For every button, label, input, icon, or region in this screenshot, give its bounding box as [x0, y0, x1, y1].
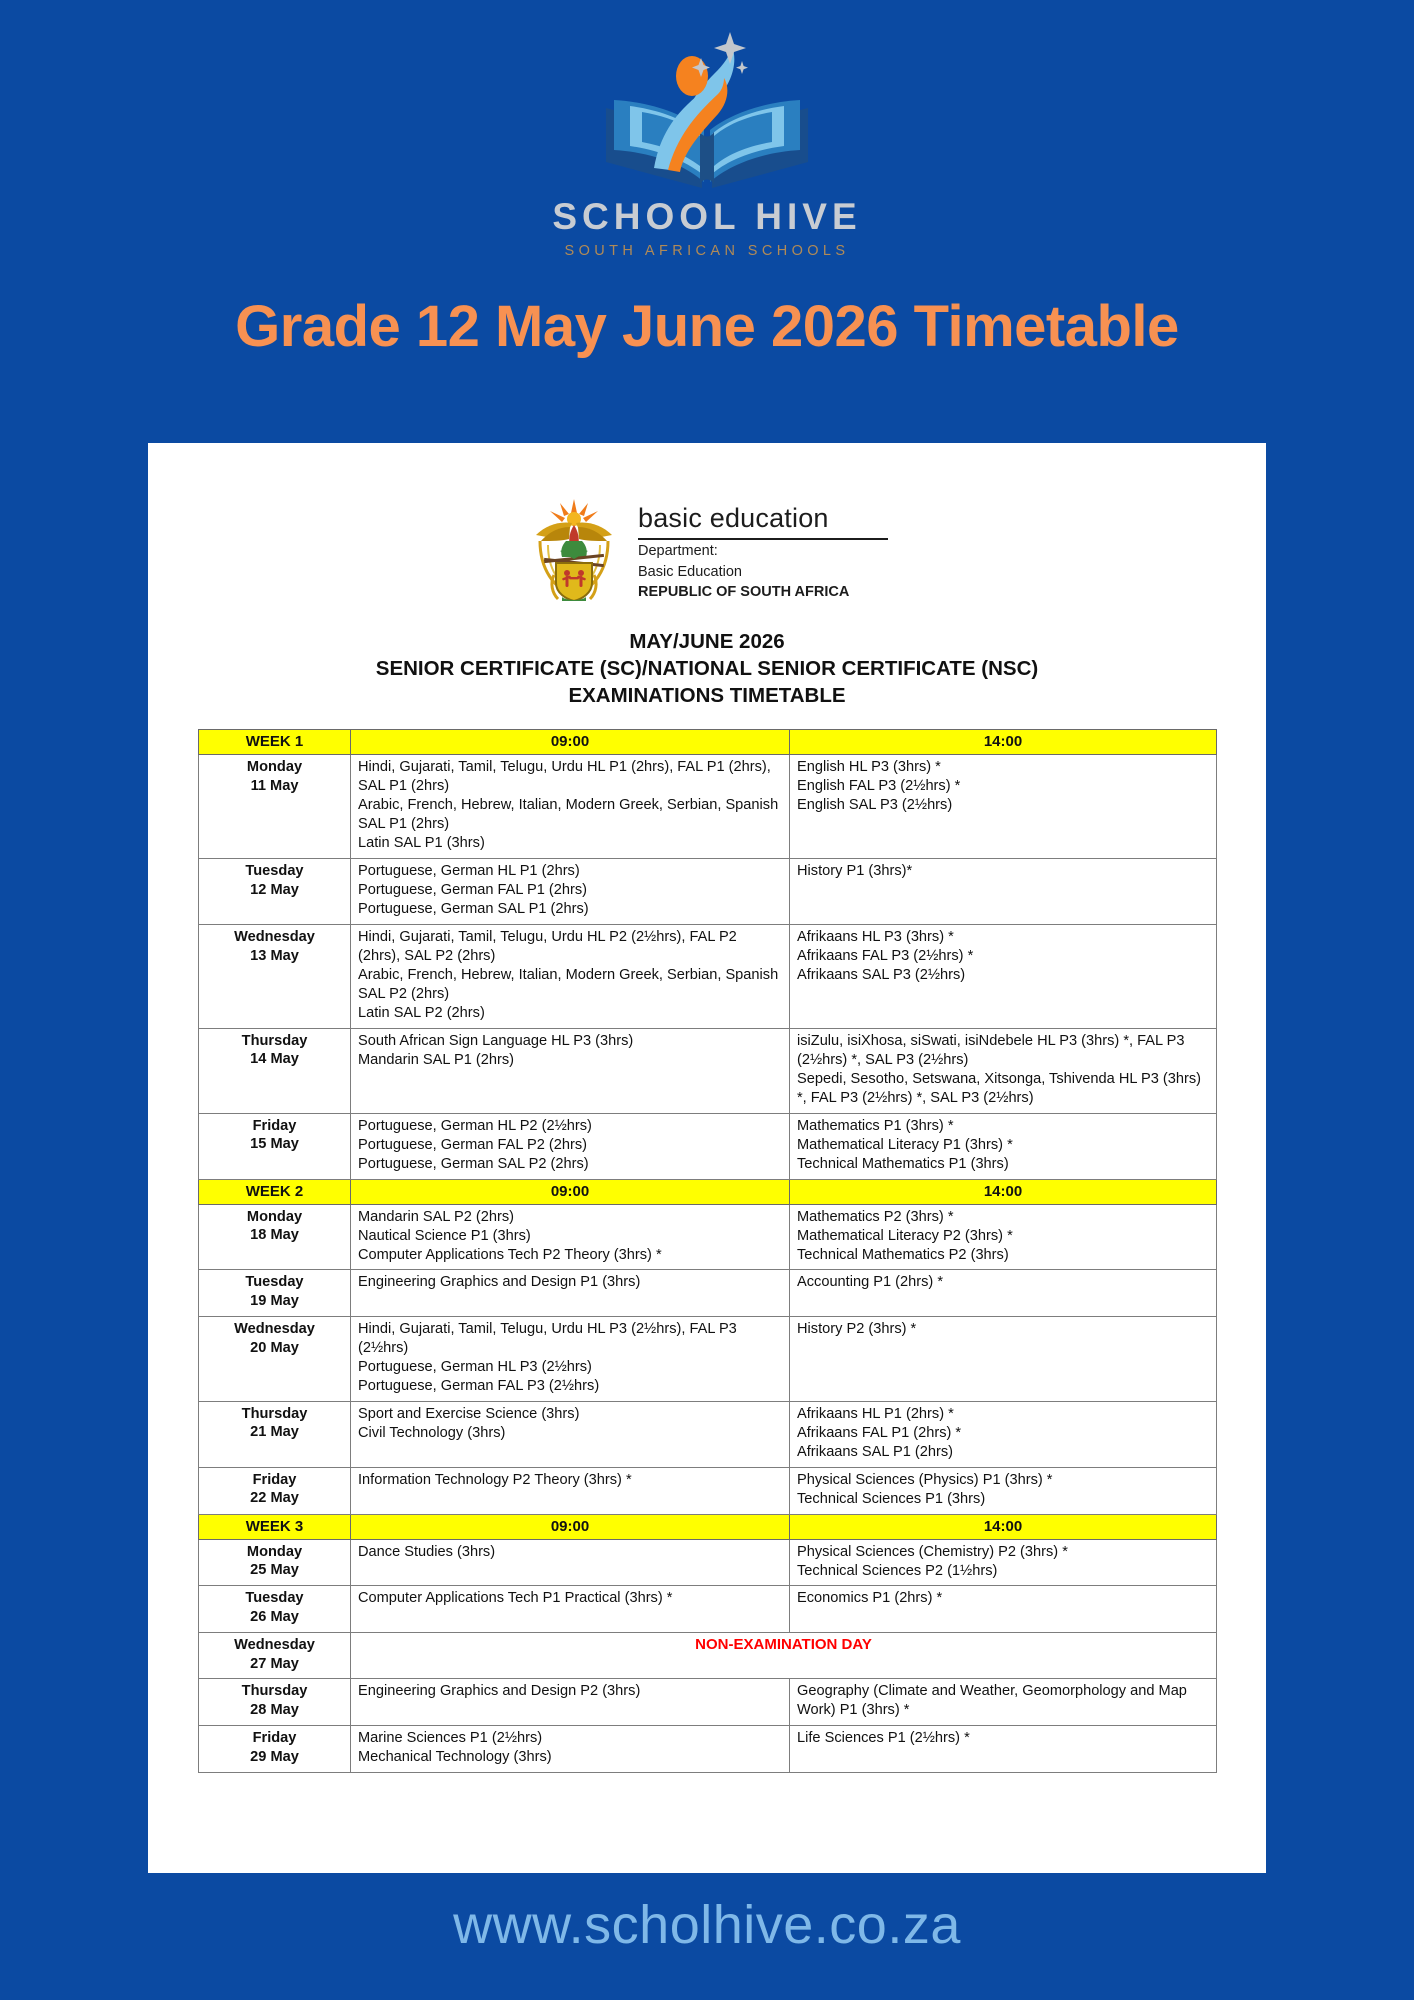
- day-cell: Friday 15 May: [199, 1113, 351, 1179]
- morning-session-cell: Portuguese, German HL P1 (2hrs) Portuguese, German FAL P1 (2hrs) Portuguese, German SAL P1 (2hrs): [351, 859, 790, 925]
- week-header-row: [199, 730, 1217, 755]
- morning-session-cell: Engineering Graphics and Design P2 (3hrs): [351, 1679, 790, 1726]
- morning-session-cell: Portuguese, German HL P2 (2½hrs) Portuguese, German FAL P2 (2hrs) Portuguese, German SAL P2 (2hrs): [351, 1113, 790, 1179]
- day-cell: Friday 29 May: [199, 1726, 351, 1773]
- brand-header: [0, 0, 1414, 259]
- table-row: [199, 1401, 1217, 1467]
- week-label: WEEK 3: [199, 1514, 351, 1539]
- page-title: Grade 12 May June 2026 Timetable: [235, 293, 1179, 359]
- afternoon-session-cell: Physical Sciences (Physics) P1 (3hrs) * Technical Sciences P1 (3hrs): [790, 1467, 1217, 1514]
- day-cell: Monday 25 May: [199, 1539, 351, 1586]
- table-row: [199, 1679, 1217, 1726]
- morning-session-cell: Hindi, Gujarati, Tamil, Telugu, Urdu HL P2 (2½hrs), FAL P2 (2hrs), SAL P2 (2hrs) Arabic, French, Hebrew, Italian, Modern Greek, Serbian, Spanish SAL P2 (2hrs) Latin SAL P2 (2hrs): [351, 924, 790, 1028]
- morning-session-cell: Sport and Exercise Science (3hrs) Civil Technology (3hrs): [351, 1401, 790, 1467]
- week-label: WEEK 1: [199, 730, 351, 755]
- south-africa-coat-of-arms-icon: [526, 497, 622, 601]
- morning-session-cell: Hindi, Gujarati, Tamil, Telugu, Urdu HL P1 (2hrs), FAL P1 (2hrs), SAL P1 (2hrs) Arabic, French, Hebrew, Italian, Modern Greek, Serbian, Spanish SAL P1 (2hrs) Latin SAL P1 (3hrs): [351, 755, 790, 859]
- morning-session-cell: Marine Sciences P1 (2½hrs) Mechanical Technology (3hrs): [351, 1726, 790, 1773]
- week-label: WEEK 2: [199, 1179, 351, 1204]
- department-text-block: [638, 497, 888, 602]
- afternoon-session-cell: Afrikaans HL P1 (2hrs) * Afrikaans FAL P1 (2hrs) * Afrikaans SAL P1 (2hrs): [790, 1401, 1217, 1467]
- timetable-wrapper: [198, 729, 1216, 1773]
- week-header-row: [199, 1514, 1217, 1539]
- morning-session-cell: Computer Applications Tech P1 Practical (3hrs) *: [351, 1586, 790, 1632]
- day-cell: Tuesday 26 May: [199, 1586, 351, 1632]
- table-row: [199, 1632, 1217, 1678]
- table-row: [199, 1113, 1217, 1179]
- afternoon-session-cell: Mathematics P1 (3hrs) * Mathematical Literacy P1 (3hrs) * Technical Mathematics P1 (3hrs): [790, 1113, 1217, 1179]
- session-header-afternoon: 14:00: [790, 1179, 1217, 1204]
- table-row: [199, 755, 1217, 859]
- session-header-morning: 09:00: [351, 1179, 790, 1204]
- morning-session-cell: South African Sign Language HL P3 (3hrs) Mandarin SAL P1 (2hrs): [351, 1028, 790, 1113]
- afternoon-session-cell: Accounting P1 (2hrs) *: [790, 1270, 1217, 1316]
- afternoon-session-cell: isiZulu, isiXhosa, siSwati, isiNdebele HL P3 (3hrs) *, FAL P3 (2½hrs) *, SAL P3 (2½hrs) Sepedi, Sesotho, Setswana, Xitsonga, Tshivenda HL P3 (3hrs) *, FAL P3 (2½hrs) *, SAL P3 (2½hrs): [790, 1028, 1217, 1113]
- afternoon-session-cell: Mathematics P2 (3hrs) * Mathematical Literacy P2 (3hrs) * Technical Mathematics P2 (3hrs): [790, 1204, 1217, 1270]
- session-header-morning: 09:00: [351, 1514, 790, 1539]
- website-url[interactable]: www.scholhive.co.za: [453, 1895, 961, 1955]
- day-cell: Thursday 28 May: [199, 1679, 351, 1726]
- timetable-document-card: [148, 443, 1266, 1873]
- table-row: [199, 1586, 1217, 1632]
- morning-session-cell: Mandarin SAL P2 (2hrs) Nautical Science P1 (3hrs) Computer Applications Tech P2 Theory (3hrs) *: [351, 1204, 790, 1270]
- afternoon-session-cell: History P1 (3hrs)*: [790, 859, 1217, 925]
- morning-session-cell: Information Technology P2 Theory (3hrs) *: [351, 1467, 790, 1514]
- day-cell: Monday 18 May: [199, 1204, 351, 1270]
- department-header: [148, 443, 1266, 602]
- afternoon-session-cell: History P2 (3hrs) *: [790, 1316, 1217, 1401]
- table-row: [199, 859, 1217, 925]
- day-cell: Wednesday 20 May: [199, 1316, 351, 1401]
- afternoon-session-cell: Life Sciences P1 (2½hrs) *: [790, 1726, 1217, 1773]
- table-row: [199, 924, 1217, 1028]
- department-line-1: Department:: [638, 543, 718, 559]
- non-examination-day-cell: NON-EXAMINATION DAY: [351, 1632, 1217, 1678]
- examinations-timetable: [198, 729, 1217, 1773]
- day-cell: Thursday 21 May: [199, 1401, 351, 1467]
- exam-heading-line-2: SENIOR CERTIFICATE (SC)/NATIONAL SENIOR CERTIFICATE (NSC): [375, 657, 1039, 681]
- table-row: [199, 1204, 1217, 1270]
- day-cell: Monday 11 May: [199, 755, 351, 859]
- morning-session-cell: Hindi, Gujarati, Tamil, Telugu, Urdu HL P3 (2½hrs), FAL P3 (2½hrs) Portuguese, German HL P3 (2½hrs) Portuguese, German FAL P3 (2½hrs): [351, 1316, 790, 1401]
- afternoon-session-cell: Physical Sciences (Chemistry) P2 (3hrs) * Technical Sciences P2 (1½hrs): [790, 1539, 1217, 1586]
- day-cell: Thursday 14 May: [199, 1028, 351, 1113]
- table-row: [199, 1028, 1217, 1113]
- afternoon-session-cell: English HL P3 (3hrs) * English FAL P3 (2½hrs) * English SAL P3 (2½hrs): [790, 755, 1217, 859]
- morning-session-cell: Engineering Graphics and Design P1 (3hrs): [351, 1270, 790, 1316]
- day-cell: Wednesday 13 May: [199, 924, 351, 1028]
- exam-heading: [148, 628, 1266, 709]
- session-header-afternoon: 14:00: [790, 1514, 1217, 1539]
- day-cell: Tuesday 19 May: [199, 1270, 351, 1316]
- department-title: basic education: [638, 505, 888, 540]
- table-row: [199, 1316, 1217, 1401]
- afternoon-session-cell: Economics P1 (2hrs) *: [790, 1586, 1217, 1632]
- school-hive-logo-icon: [572, 22, 842, 194]
- brand-name: SCHOOL HIVE: [552, 196, 862, 237]
- department-line-2: Basic Education: [638, 563, 742, 580]
- week-header-row: [199, 1179, 1217, 1204]
- exam-heading-line-1: MAY/JUNE 2026: [629, 630, 785, 654]
- table-row: [199, 1539, 1217, 1586]
- day-cell: Tuesday 12 May: [199, 859, 351, 925]
- exam-heading-line-3: EXAMINATIONS TIMETABLE: [568, 684, 846, 708]
- table-row: [199, 1726, 1217, 1773]
- afternoon-session-cell: Afrikaans HL P3 (3hrs) * Afrikaans FAL P3 (2½hrs) * Afrikaans SAL P3 (2½hrs): [790, 924, 1217, 1028]
- day-cell: Wednesday 27 May: [199, 1632, 351, 1678]
- afternoon-session-cell: Geography (Climate and Weather, Geomorphology and Map Work) P1 (3hrs) *: [790, 1679, 1217, 1726]
- department-line-3: REPUBLIC OF SOUTH AFRICA: [638, 584, 850, 601]
- morning-session-cell: Dance Studies (3hrs): [351, 1539, 790, 1586]
- brand-tagline: SOUTH AFRICAN SCHOOLS: [564, 243, 850, 259]
- day-cell: Friday 22 May: [199, 1467, 351, 1514]
- session-header-morning: 09:00: [351, 730, 790, 755]
- table-row: [199, 1270, 1217, 1316]
- table-row: [199, 1467, 1217, 1514]
- session-header-afternoon: 14:00: [790, 730, 1217, 755]
